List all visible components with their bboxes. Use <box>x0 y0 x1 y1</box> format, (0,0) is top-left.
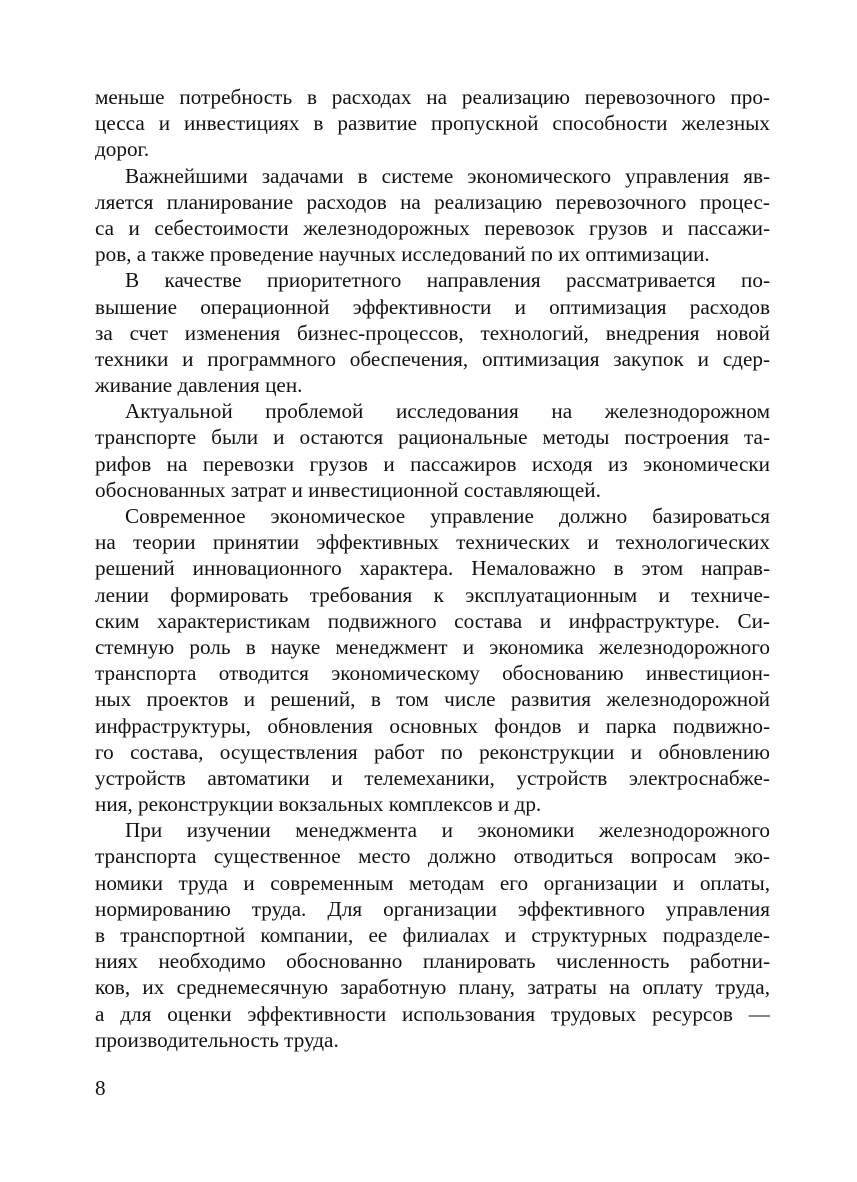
page-number: 8 <box>95 1076 106 1100</box>
text-line: вышение операционной эффективности и оптимизация расходов <box>95 294 770 319</box>
text-line: Важнейшими задачами в системе экономического управления яв- <box>125 163 770 188</box>
text-line: ниях необходимо обоснованно планировать численность работни- <box>95 949 770 974</box>
text-line: за счет изменения бизнес-процессов, технологий, внедрения новой <box>95 320 770 345</box>
text-line: меньше потребность в расходах на реализацию перевозочного про- <box>95 85 770 109</box>
text-line: рифов на перевозки грузов и пассажиров исходя из экономически <box>95 451 770 476</box>
paragraph-2 <box>95 163 770 268</box>
page-body <box>95 84 770 1053</box>
text-line: транспорта отводится экономическому обоснованию инвестицион- <box>95 661 770 686</box>
text-line: При изучении менеджмента и экономики железнодорожного <box>125 818 770 843</box>
text-line: Современное экономическое управление должно базироваться <box>125 504 770 528</box>
paragraph-5 <box>95 503 770 817</box>
text-line: ским характеристикам подвижного состава и инфраструктуре. Си- <box>95 608 770 633</box>
text-line: решений инновационного характера. Немаловажно в этом направ- <box>95 556 770 581</box>
text-line: техники и программного обеспечения, оптимизация закупок и сдер- <box>95 346 770 371</box>
paragraph-6 <box>95 817 770 1053</box>
text-line: ных проектов и решений, в том числе развития железнодорожной <box>95 687 770 712</box>
text-line: на теории принятии эффективных технических и технологических <box>95 530 770 555</box>
text-line: ляется планирование расходов на реализацию перевозочного процес- <box>95 189 770 214</box>
text-line: а для оценки эффективности использования трудовых ресурсов — <box>95 1001 770 1026</box>
text-line: дорог. <box>95 137 150 162</box>
text-line: лении формировать требования к эксплуатационным и техниче- <box>95 582 770 607</box>
text-line: В качестве приоритетного направления рассматривается по- <box>125 268 770 293</box>
text-line: транспорте были и остаются рациональные методы построения та- <box>95 425 770 450</box>
text-line: живание давления цен. <box>95 373 303 398</box>
text-line: стемную роль в науке менеджмент и экономика железнодорожного <box>95 634 770 659</box>
text-line: го состава, осуществления работ по реконструкции и обновлению <box>95 739 770 764</box>
text-line: устройств автоматики и телемеханики, устройств электроснабже- <box>95 765 770 790</box>
text-line: Актуальной проблемой исследования на железнодорожном <box>125 399 770 424</box>
paragraph-1 <box>95 84 770 163</box>
text-line: транспорта существенное место должно отводиться вопросам эко- <box>95 844 770 869</box>
text-line: производительность труда. <box>95 1027 339 1052</box>
text-line: в транспортной компании, ее филиалах и структурных подразделе- <box>95 923 770 947</box>
paragraph-4 <box>95 398 770 503</box>
text-line: ния, реконструкции вокзальных комплексов и др. <box>95 792 542 817</box>
text-line: цесса и инвестициях в развитие пропускной способности железных <box>95 111 770 136</box>
text-line: ров, а также проведение научных исследований по их оптимизации. <box>95 242 710 267</box>
text-line: инфраструктуры, обновления основных фондов и парка подвижно- <box>95 713 770 738</box>
text-line: са и себестоимости железнодорожных перевозок грузов и пассажи- <box>95 215 770 240</box>
text-line: нормированию труда. Для организации эффективного управления <box>95 896 770 921</box>
paragraph-3 <box>95 267 770 398</box>
text-line: номики труда и современным методам его организации и оплаты, <box>95 870 770 895</box>
text-line: обоснованных затрат и инвестиционной составляющей. <box>95 477 601 502</box>
text-line: ков, их среднемесячную заработную плану, затраты на оплату труда, <box>95 975 770 1000</box>
